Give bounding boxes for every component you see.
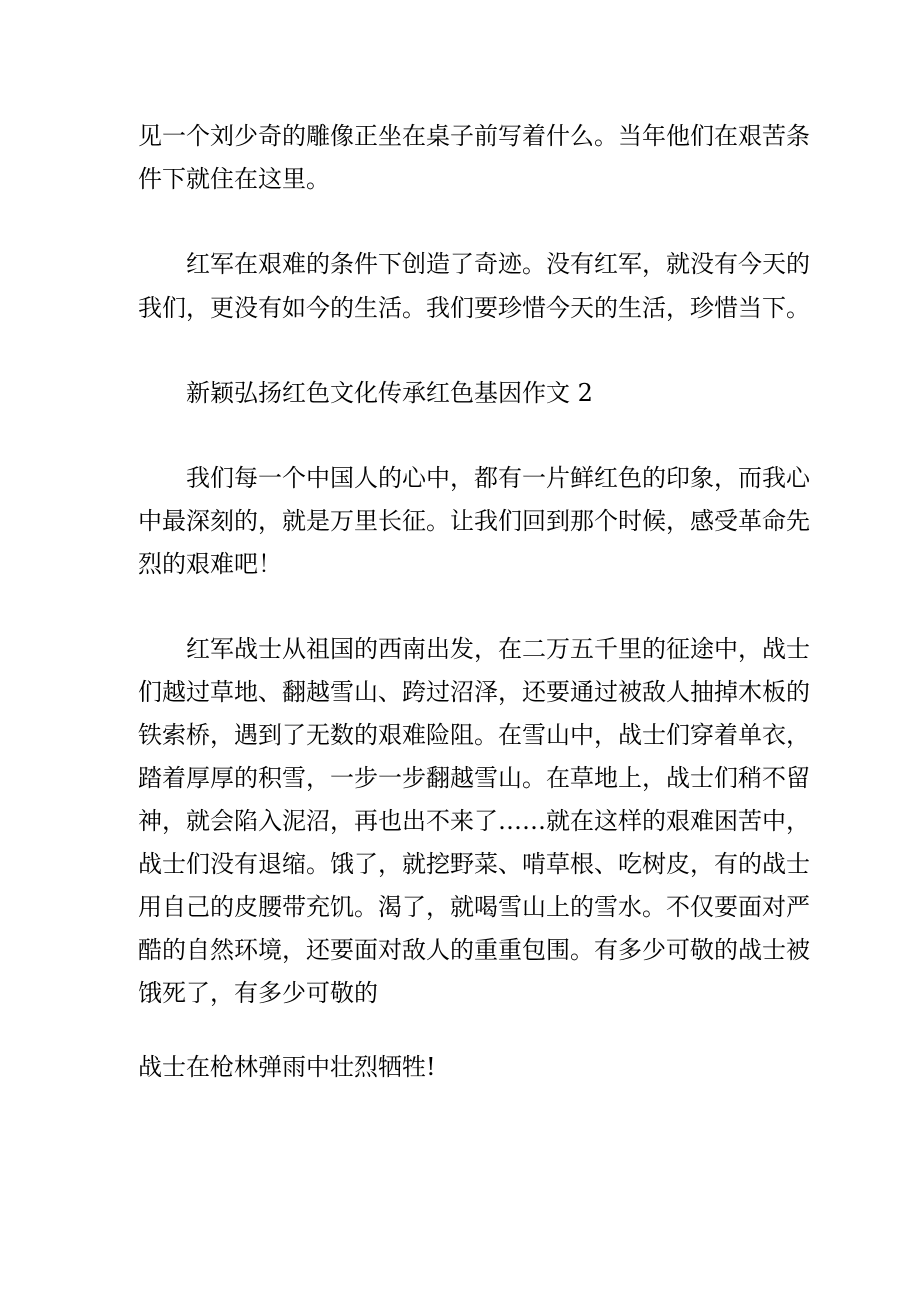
- text-line: 烈的艰难吧！: [138, 550, 282, 578]
- text-line: 神，就会陷入泥沼，再也出不来了……就在这样的艰难困苦中，: [138, 807, 810, 835]
- text-line: 战士在枪林弹雨中壮烈牺牲!: [138, 1053, 436, 1081]
- section-heading: 新颖弘扬红色文化传承红色基因作文 2: [186, 379, 593, 407]
- text-line: 件下就住在这里。: [138, 165, 330, 193]
- text-line: 战士们没有退缩。饿了，就挖野菜、啃草根、吃树皮，有的战士: [138, 850, 810, 878]
- text-line: 我们，更没有如今的生活。我们要珍惜今天的生活，珍惜当下。: [138, 294, 810, 322]
- text-line: 踏着厚厚的积雪，一步一步翻越雪山。在草地上，战士们稍不留: [138, 764, 810, 792]
- text-line: 饿死了，有多少可敬的: [138, 979, 378, 1007]
- text-line: 中最深刻的，就是万里长征。让我们回到那个时候，感受革命先: [138, 507, 810, 535]
- text-line: 铁索桥，遇到了无数的艰难险阻。在雪山中，战士们穿着单衣，: [138, 721, 810, 749]
- text-line: 我们每一个中国人的心中，都有一片鲜红色的印象，而我心: [186, 464, 810, 492]
- text-line: 红军在艰难的条件下创造了奇迹。没有红军，就没有今天的: [186, 250, 810, 278]
- text-line: 见一个刘少奇的雕像正坐在桌子前写着什么。当年他们在艰苦条: [138, 122, 810, 150]
- text-line: 们越过草地、翻越雪山、跨过沼泽，还要通过被敌人抽掉木板的: [138, 678, 810, 706]
- text-line: 用自己的皮腰带充饥。渴了，就喝雪山上的雪水。不仅要面对严: [138, 893, 810, 921]
- text-line: 酷的自然环境，还要面对敌人的重重包围。有多少可敬的战士被: [138, 936, 810, 964]
- text-line: 红军战士从祖国的西南出发，在二万五千里的征途中，战士: [186, 635, 810, 663]
